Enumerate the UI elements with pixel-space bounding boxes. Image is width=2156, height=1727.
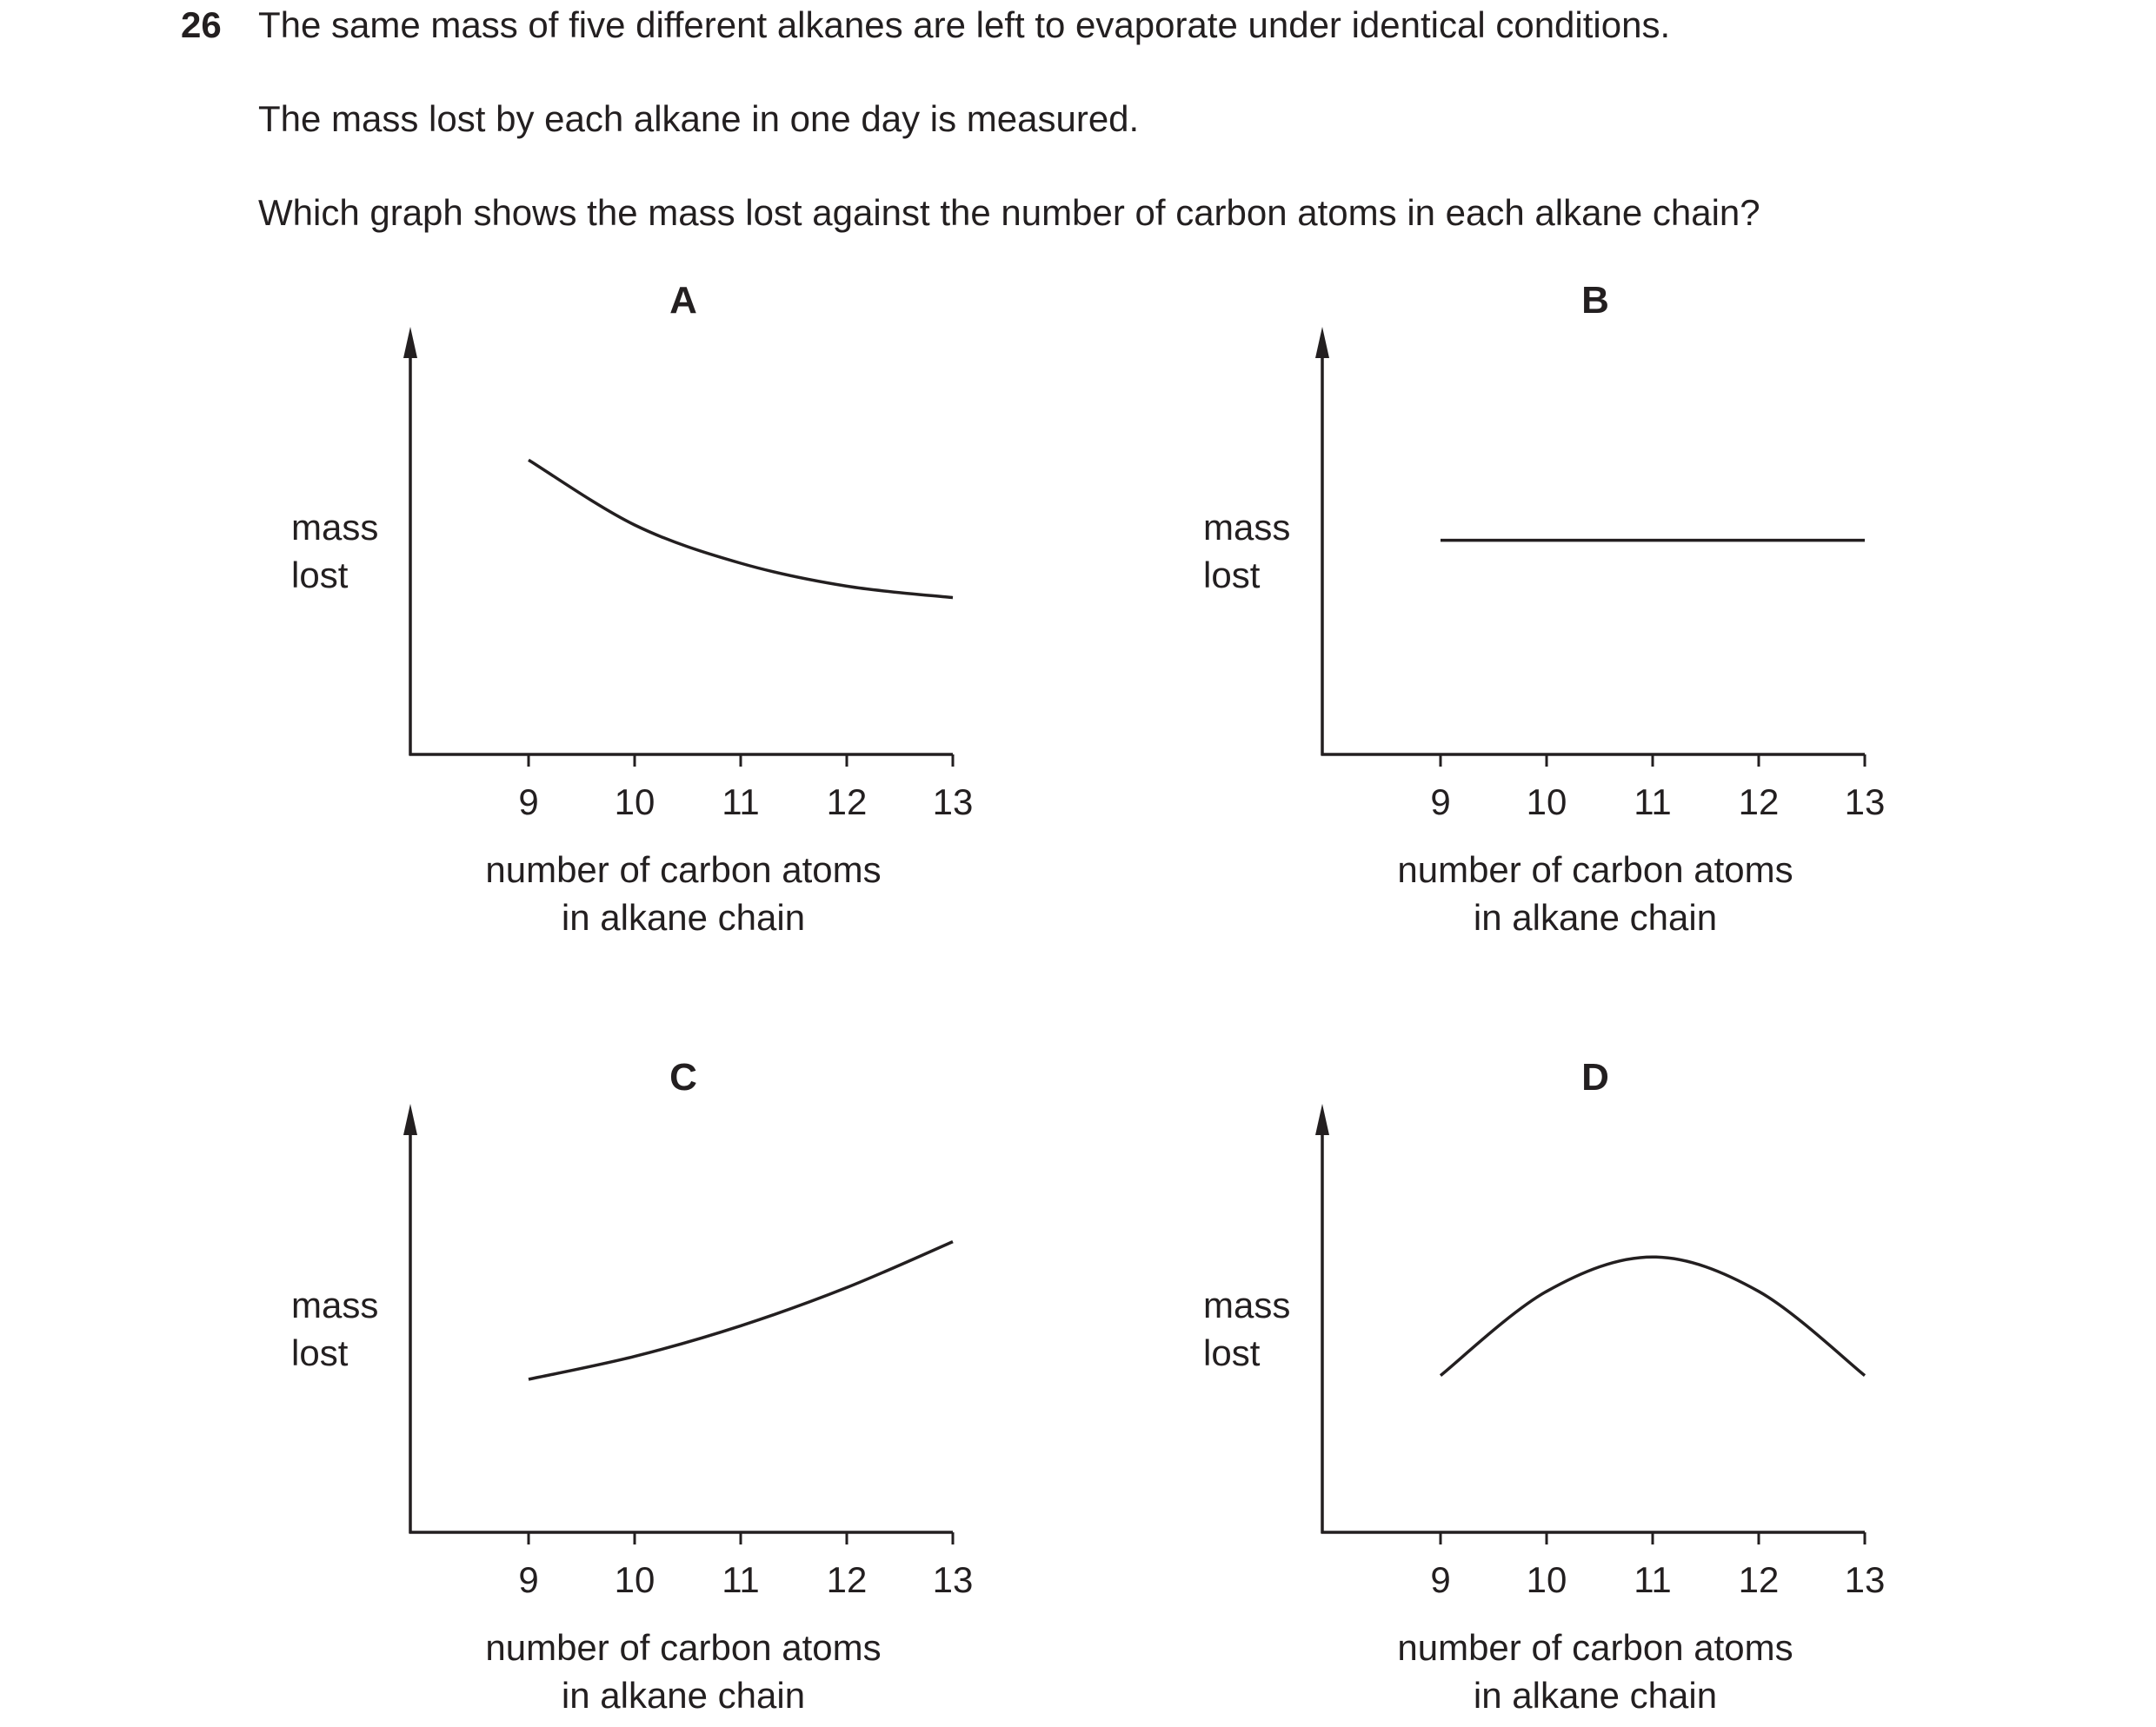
y-axis-arrow-icon [1315,327,1329,358]
y-axis-label: lost [291,555,349,595]
x-tick-label: 9 [1430,781,1451,822]
graph-label: D [1581,1056,1609,1099]
graph-c [291,1056,973,1716]
x-tick-label: 10 [1526,781,1567,822]
y-axis-label: mass [291,507,379,548]
x-tick-label: 11 [1634,781,1672,822]
question-text-line-3: Which graph shows the mass lost against the number of carbon atoms in each alkane chain? [258,192,1760,233]
y-axis-label: mass [1203,1285,1291,1325]
x-tick-label: 12 [826,781,868,822]
x-tick-label: 12 [1738,1559,1780,1600]
x-axis-label: in alkane chain [561,1675,806,1716]
x-tick-label: 10 [1526,1559,1567,1600]
y-axis-label: lost [291,1332,349,1373]
x-axis-label: number of carbon atoms [1397,1627,1793,1668]
y-axis-label: lost [1203,1332,1261,1373]
x-tick-label: 13 [1844,781,1886,822]
x-axis-label: number of carbon atoms [485,849,882,890]
y-axis-label: mass [291,1285,379,1325]
x-tick-label: 12 [826,1559,868,1600]
graph-a [291,279,973,938]
y-axis-arrow-icon [403,327,417,358]
x-axis-label: in alkane chain [1473,1675,1718,1716]
x-tick-label: 10 [614,1559,655,1600]
x-tick-label: 9 [518,781,539,822]
graph-label: B [1581,279,1609,322]
graph-label: C [669,1056,697,1099]
x-tick-label: 12 [1738,781,1780,822]
y-axis-label: lost [1203,555,1261,595]
x-tick-label: 13 [932,781,974,822]
x-axis-label: in alkane chain [561,897,806,938]
x-tick-label: 11 [722,1559,760,1600]
graph-d [1203,1056,1885,1716]
x-axis-label: number of carbon atoms [1397,849,1793,890]
y-axis-arrow-icon [1315,1104,1329,1135]
series-line [1441,1257,1865,1375]
x-tick-label: 11 [722,781,760,822]
question-number: 26 [181,4,222,45]
graph-label: A [669,279,697,322]
x-tick-label: 13 [1844,1559,1886,1600]
x-axis-label: in alkane chain [1473,897,1718,938]
graph-b [1203,279,1885,938]
y-axis-arrow-icon [403,1104,417,1135]
series-line [529,1242,953,1379]
question-text-line-2: The mass lost by each alkane in one day is measured. [258,98,1140,139]
y-axis-label: mass [1203,507,1291,548]
x-tick-label: 13 [932,1559,974,1600]
x-tick-label: 9 [518,1559,539,1600]
x-tick-label: 9 [1430,1559,1451,1600]
question-text-line-1: The same mass of five different alkanes are left to evaporate under identical conditions. [258,4,1671,45]
x-tick-label: 10 [614,781,655,822]
series-line [529,460,953,597]
x-tick-label: 11 [1634,1559,1672,1600]
x-axis-label: number of carbon atoms [485,1627,882,1668]
